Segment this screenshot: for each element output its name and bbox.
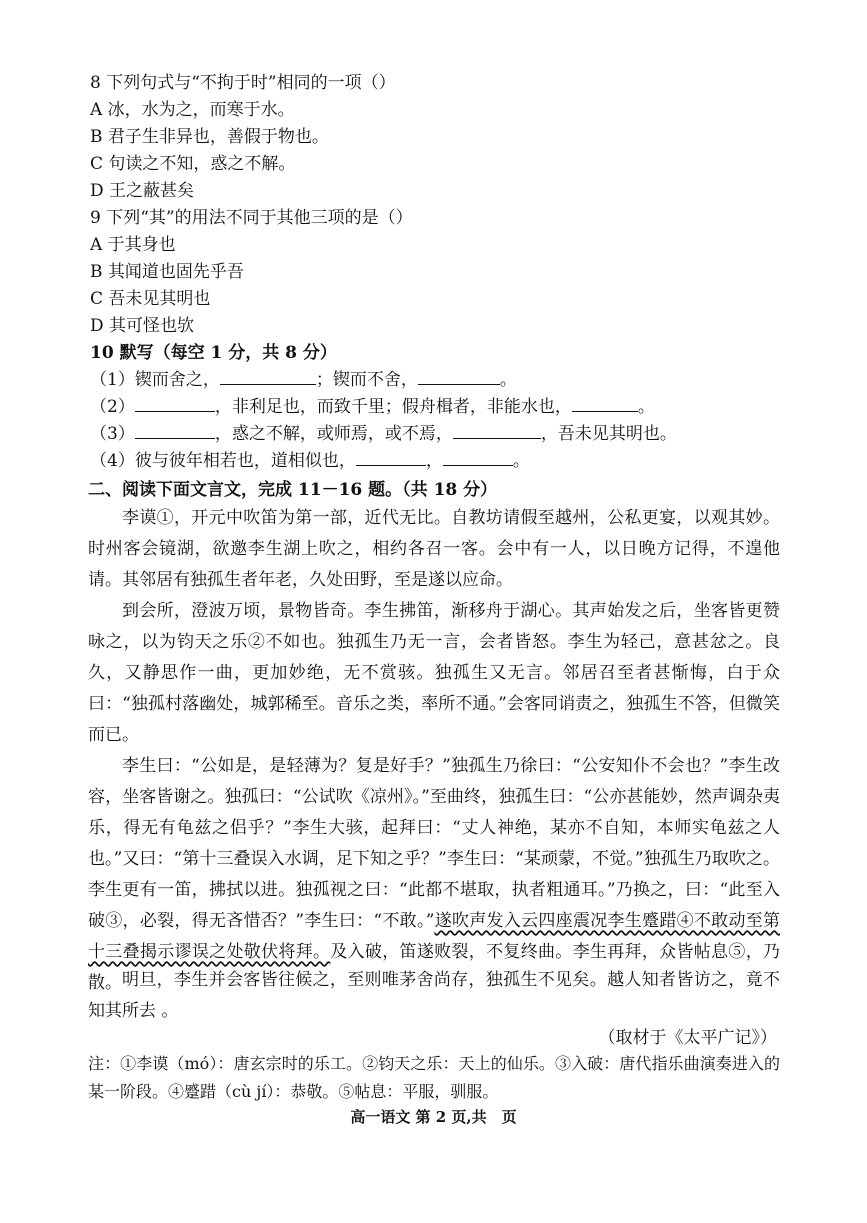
passage-p3-text-a: 李生曰：“公如是，是轻薄为？复是好手？”独孤生乃徐曰：“公安知仆不会也？”李生改容，坐客皆谢之。独孤曰：“公试吹《凉州》。”至曲终，独孤生曰：“公亦甚能妙，然声调杂夷乐，得无有龟兹之侣乎？”李生大骇，起拜曰：“丈人神绝，某亦不自知，本师实龟兹之人也。”又曰：“第十三叠误入水调，足下知之乎？”李生曰：“某顽蒙，不觉。”独孤生乃取吹之。李生更有一笛，拂拭以进。独孤视之曰：“此都不堪取，执者粗通耳。”乃换之，曰：“此至入破③，必裂，得无吝惜否？”李生曰：“不敢。” (88, 756, 780, 931)
q10-stem: 10 默写（每空 1 分，共 8 分） (90, 343, 337, 363)
q10-item1-text-a: （1）锲而舍之， (90, 370, 220, 390)
passage-notes: 注：①李谟（mó）：唐玄宗时的乐工。②钧天之乐：天上的仙乐。③入破：唐代指乐曲演奏进入的某一阶段。④蹙踖（cù jí）：恭敬。⑤帖息：平服，驯服。 (88, 1054, 780, 1101)
q10-item3-text-a: （3） (90, 424, 135, 444)
q9-option-d: D 其可怪也欤 (90, 316, 195, 336)
q10-item1-text-c: 。 (499, 370, 517, 390)
q10-item1-text-b: ；锲而不舍， (315, 370, 418, 390)
q10-item-1 (90, 367, 517, 394)
fill-blank-7[interactable] (356, 451, 426, 466)
q10-item-2 (90, 394, 655, 421)
q10-item-3 (90, 421, 677, 448)
page-footer: 高一语文 第 2 页,共 页 (350, 1108, 517, 1126)
fill-blank-8[interactable] (443, 451, 513, 466)
q8-option-a: A 冰，水为之，而寒于水。 (90, 100, 295, 120)
q9-option-a: A 于其身也 (90, 235, 176, 255)
q8-stem: 8 下列句式与“不拘于时”相同的一项（） (90, 73, 396, 93)
q10-item3-text-c: ，吾未见其明也。 (540, 424, 677, 444)
q9-option-b: B 其闻道也固先乎吾 (90, 262, 244, 282)
passage-paragraph-3 (88, 751, 780, 999)
q8-option-b: B 君子生非异也，善假于物也。 (90, 127, 329, 147)
fill-blank-5[interactable] (135, 424, 215, 439)
passage-p3-text-b: 及入破，笛遂败裂，不复终曲。李生再拜，众皆帖息⑤，乃散。 (88, 942, 781, 993)
passage-paragraph-1: 李谟①，开元中吹笛为第一部，近代无比。自教坊请假至越州，公私更宴，以观其妙。时州客会镜湖，欲邀李生湖上吹之，相约各召一客。会中有一人，以日晚方记得，不遑他请。其邻居有独孤生者年老，久处田野，至是遂以应命。 (88, 508, 780, 590)
q10-item4-text-a: （4）彼与彼年相若也，道相似也， (90, 451, 356, 471)
q9-stem: 9 下列“其”的用法不同于其他三项的是（） (90, 208, 413, 228)
q8-option-c: C 句读之不知，惑之不解。 (90, 154, 296, 174)
fill-blank-2[interactable] (418, 370, 500, 385)
q10-item2-text-c: 。 (637, 397, 655, 417)
q8-option-d: D 王之蔽甚矣 (90, 181, 195, 201)
q10-item-4 (90, 448, 530, 475)
q10-item2-text-a: （2） (90, 397, 135, 417)
wavy-underlined-sentence: 遂吹声发入云四座震况李生蹙踖④不敢动至第十三叠揭示谬误之处敬伏将拜。 (88, 911, 781, 962)
section2-heading: 二、阅读下面文言文，完成 11－16 题。（共 18 分） (88, 480, 498, 500)
q10-item4-text-b: ， (425, 451, 443, 471)
fill-blank-1[interactable] (220, 370, 316, 385)
passage-source: （取材于《太平广记》） (598, 1028, 777, 1048)
passage-paragraph-2: 到会所，澄波万顷，景物皆奇。李生拂笛，渐移舟于湖心。其声始发之后，坐客皆更赞咏之，以为钧天之乐②不如也。独孤生乃无一言，会者皆怒。李生为轻己，意甚忿之。良久，又静思作一曲，更加妙绝，无不赏骇。独孤生又无言。邻居召至者甚惭悔，白于众曰：“独孤村落幽处，城郭稀至。音乐之类，率所不通。”会客同诮责之，独孤生不答，但微笑而已。 (88, 601, 780, 745)
fill-blank-6[interactable] (453, 424, 541, 439)
q10-item2-text-b: ，非利足也，而致千里；假舟楫者，非能水也， (214, 397, 572, 417)
fill-blank-3[interactable] (135, 397, 215, 412)
q10-item4-text-c: 。 (512, 451, 530, 471)
fill-blank-4[interactable] (572, 397, 638, 412)
passage-paragraph-4: 明旦，李生并会客皆往候之，至则唯茅舍尚存，独孤生不见矣。越人知者皆访之，竟不知其所去 。 (88, 970, 780, 1021)
q9-option-c: C 吾未见其明也 (90, 289, 211, 309)
q10-item3-text-b: ，惑之不解，或师焉，或不焉， (214, 424, 453, 444)
